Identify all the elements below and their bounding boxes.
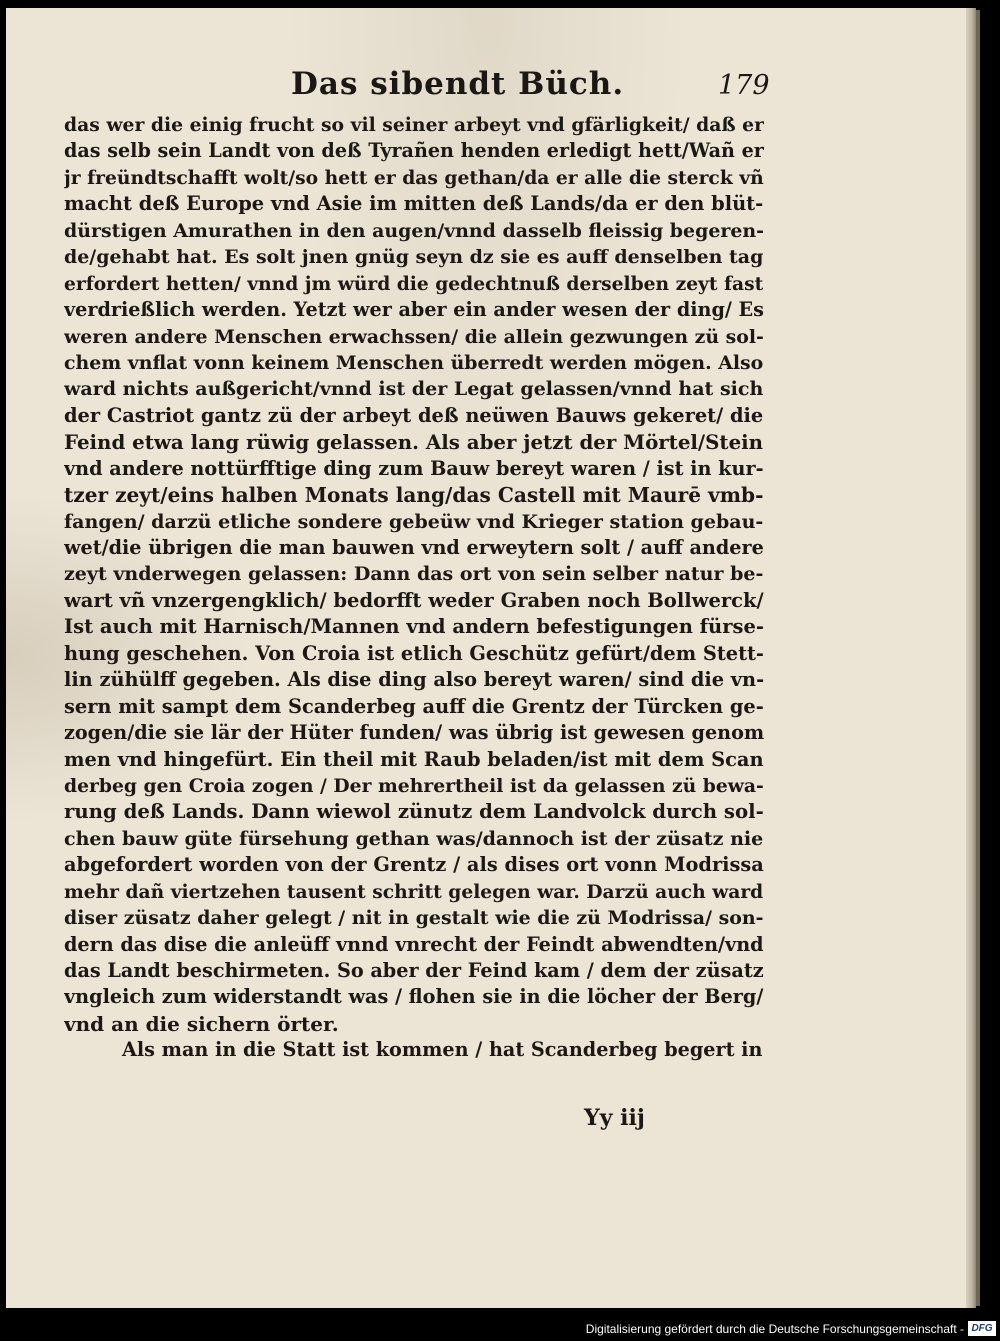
text-line: Als man in die Statt ist kommen / hat Scanderbeg begert in: [122, 1038, 763, 1062]
text-line: erfordert hetten/ vnnd jm würd die gedechtnuß derselben zeyt fast: [64, 272, 764, 295]
text-line: das Landt beschirmeten. So aber der Feind kam / dem der züsatz: [64, 959, 764, 982]
text-line: rung deß Lands. Dann wiewol zünutz dem Landvolck durch sol-: [64, 800, 764, 824]
text-line: macht deß Europe vnd Asie im mitten deß Lands/da er den blüt-: [64, 192, 764, 216]
text-line: vnd an die sichern örter.: [64, 1011, 339, 1036]
page-edge: [966, 8, 976, 1308]
text-line: tzer zeyt/eins halben Monats lang/das Castell mit Maurē vmb-: [64, 483, 764, 508]
text-line: jr freündtschafft wolt/so hett er das gethan/da er alle die sterck vñ: [64, 166, 764, 189]
text-line: dern das dise die anleüff vnnd vnrecht der Feindt abwendten/vnd: [64, 932, 764, 956]
text-line: das wer die einig frucht so vil seiner arbeyt vnd gfärligkeit/ daß er: [64, 114, 764, 136]
catchword-signature: Yy iij: [584, 1105, 645, 1131]
text-line: verdrießlich werden. Yetzt wer aber ein ander wesen der ding/ Es: [64, 298, 764, 322]
book-page: [6, 8, 968, 1308]
text-line: mehr dañ viertzehen tausent schritt gelegen war. Darzü auch ward: [64, 880, 764, 903]
text-line: wart vñ vnzergengklich/ bedorfft weder Graben noch Bollwerck/: [64, 588, 764, 612]
text-line: de/gehabt hat. Es solt jnen gnüg seyn dz sie es auff denselben tag: [64, 246, 764, 269]
text-line: zogen/die sie lär der Hüter funden/ was übrig ist gewesen genom: [64, 721, 764, 745]
text-line: men vnd hingefürt. Ein theil mit Raub beladen/ist mit dem Scan: [64, 747, 764, 771]
text-line: derbeg gen Croia zogen / Der mehrertheil ist da gelassen zü bewa-: [64, 774, 764, 797]
text-line: zeyt vnderwegen gelassen: Dann das ort von sein selber natur be-: [64, 563, 764, 586]
text-line: sern mit sampt dem Scanderbeg auff die Grentz der Türcken ge-: [64, 694, 764, 718]
text-line: ward nichts außgericht/vnnd ist der Legat gelassen/vnnd hat sich: [64, 378, 764, 401]
text-line: das selb sein Landt von deß Tyrañen henden erledigt hett/Wañ er: [64, 139, 764, 163]
page-header: [6, 66, 968, 106]
text-line: chen bauw güte fürsehung gethan was/dannoch ist der züsatz nie: [64, 827, 764, 850]
dfg-logo-icon: DFG: [968, 1321, 996, 1336]
running-head: Das sibendt Büch.: [291, 66, 625, 102]
text-line: diser züsatz daher gelegt / nit in gestalt wie die zü Modrissa/ son-: [64, 907, 764, 930]
footer-bar: [0, 1318, 1000, 1341]
text-line: wet/die übrigen die man bauwen vnd erweytern solt / auff andere: [64, 536, 764, 559]
text-line: vnd andere nottürfftige ding zum Bauw bereyt waren / ist in kur-: [64, 456, 764, 480]
text-line: Feind etwa lang rüwig gelassen. Als aber jetzt der Mörtel/Stein: [64, 430, 764, 455]
text-line: vngleich zum widerstandt was / flohen sie in die löcher der Berg/: [64, 985, 764, 1009]
text-line: weren andere Menschen erwachssen/ die allein gezwungen zü sol-: [64, 325, 764, 348]
page-number: 179: [718, 70, 770, 101]
text-line: abgefordert worden von der Grentz / als dises ort vonn Modrissa: [64, 853, 764, 877]
text-line: der Castriot gantz zü der arbeyt deß neüwen Bauws gekeret/ die: [64, 403, 764, 427]
text-line: hung geschehen. Von Croia ist etlich Geschütz gefürt/dem Stett-: [64, 641, 764, 665]
text-line: lin zühülff gegeben. Als dise ding also bereyt waren/ sind die vn-: [64, 668, 764, 692]
page-edge-shadow: [976, 10, 980, 1306]
text-line: chem vnflat vonn keinem Menschen überredt werden mögen. Also: [64, 351, 764, 374]
dfg-credit-text: Digitalisierung gefördert durch die Deutsche Forschungsgemeinschaft -: [585, 1322, 964, 1336]
text-line: Ist auch mit Harnisch/Mannen vnd andern befestigungen fürse-: [64, 615, 764, 639]
text-line: dürstigen Amurathen in den augen/vnnd dasselb fleissig begeren-: [64, 219, 764, 242]
text-line: fangen/ darzü etliche sondere gebeüw vnd Krieger station gebau-: [64, 510, 764, 533]
body-text: [64, 112, 764, 1064]
